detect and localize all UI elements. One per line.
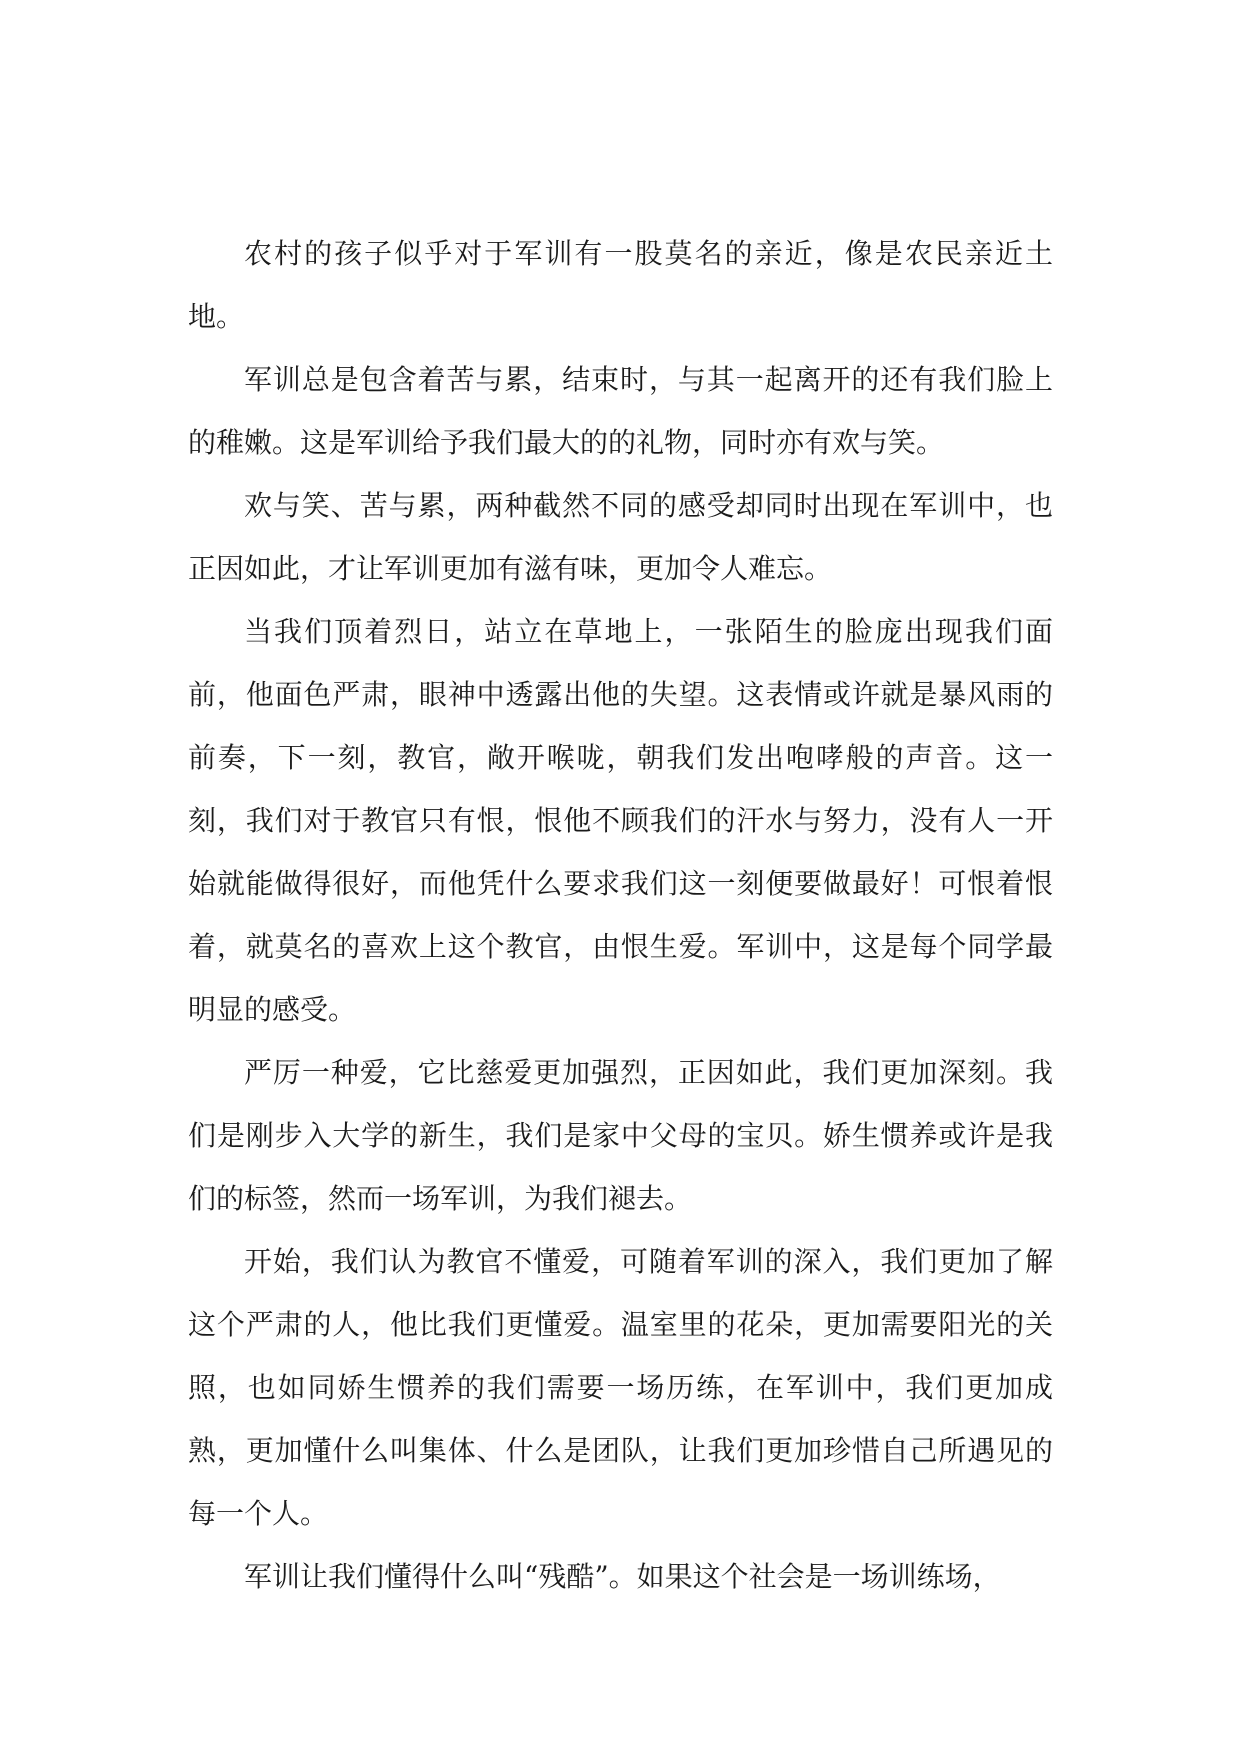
paragraph-4: 当我们顶着烈日，站立在草地上，一张陌生的脸庞出现我们面前，他面色严肃，眼神中透露出他的失望。这表情或许就是暴风雨的前奏，下一刻，教官，敞开喉咙，朝我们发出咆哮般的声音。这一刻，我们对于教官只有恨，恨他不顾我们的汗水与努力，没有人一开始就能做得很好，而他凭什么要求我们这一刻便要做最好！可恨着恨着，就莫名的喜欢上这个教官，由恨生爱。军训中，这是每个同学最明显的感受。 (188, 615, 1053, 1026)
document-body (188, 222, 1053, 1608)
paragraph-6: 开始，我们认为教官不懂爱，可随着军训的深入，我们更加了解这个严肃的人，他比我们更懂爱。温室里的花朵，更加需要阳光的关照，也如同娇生惯养的我们需要一场历练，在军训中，我们更加成熟，更加懂什么叫集体、什么是团队，让我们更加珍惜自己所遇见的每一个人。 (188, 1245, 1053, 1530)
paragraph-2: 军训总是包含着苦与累，结束时，与其一起离开的还有我们脸上的稚嫩。这是军训给予我们最大的的礼物，同时亦有欢与笑。 (188, 363, 1053, 459)
paragraph-7: 军训让我们懂得什么叫“残酷”。如果这个社会是一场训练场， (244, 1560, 1001, 1593)
paragraph-5: 严厉一种爱，它比慈爱更加强烈，正因如此，我们更加深刻。我们是刚步入大学的新生，我们是家中父母的宝贝。娇生惯养或许是我们的标签，然而一场军训，为我们褪去。 (188, 1056, 1053, 1215)
paragraph-1: 农村的孩子似乎对于军训有一股莫名的亲近，像是农民亲近土地。 (188, 237, 1053, 333)
paragraph-3: 欢与笑、苦与累，两种截然不同的感受却同时出现在军训中，也正因如此，才让军训更加有滋有味，更加令人难忘。 (188, 489, 1053, 585)
